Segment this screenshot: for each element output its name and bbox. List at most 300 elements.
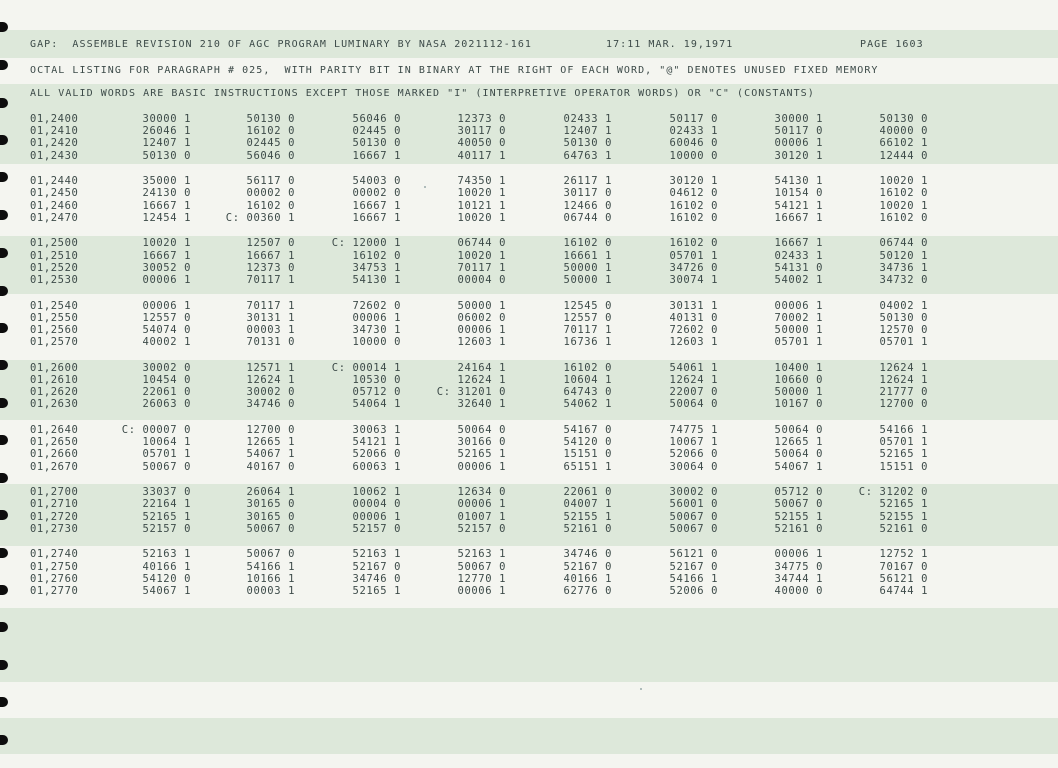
row-address: 01,2710 bbox=[30, 498, 79, 510]
octal-word: 52066 0 bbox=[352, 448, 401, 460]
octal-word: 62776 0 bbox=[563, 585, 612, 597]
octal-word: 50130 0 bbox=[142, 150, 191, 162]
octal-word: 52163 1 bbox=[142, 548, 191, 560]
octal-word: 56121 0 bbox=[879, 573, 928, 585]
feed-hole bbox=[0, 510, 8, 520]
octal-word: 00004 0 bbox=[352, 498, 401, 510]
octal-word: 50000 1 bbox=[774, 324, 823, 336]
octal-word: 60046 0 bbox=[669, 137, 718, 149]
feed-hole bbox=[0, 60, 8, 70]
paper-speck bbox=[424, 186, 426, 188]
octal-word: 65151 1 bbox=[563, 461, 612, 473]
octal-word: 16667 1 bbox=[352, 150, 401, 162]
octal-word: 00006 1 bbox=[142, 274, 191, 286]
octal-word: 56046 0 bbox=[352, 113, 401, 125]
octal-word: 34726 0 bbox=[669, 262, 718, 274]
row-address: 01,2410 bbox=[30, 125, 79, 137]
octal-word: 54064 1 bbox=[352, 398, 401, 410]
octal-word: 56117 0 bbox=[246, 175, 295, 187]
octal-word: 70002 1 bbox=[774, 312, 823, 324]
octal-word: 05701 1 bbox=[879, 436, 928, 448]
octal-word: 06744 0 bbox=[457, 237, 506, 249]
feed-hole bbox=[0, 360, 8, 370]
row-address: 01,2460 bbox=[30, 200, 79, 212]
octal-word: 50067 0 bbox=[774, 498, 823, 510]
octal-word: 54166 1 bbox=[669, 573, 718, 585]
octal-word: 00006 1 bbox=[774, 300, 823, 312]
page-number: PAGE 1603 bbox=[860, 39, 924, 50]
octal-word: 54062 1 bbox=[563, 398, 612, 410]
octal-word: 52165 1 bbox=[457, 448, 506, 460]
octal-word: 15151 0 bbox=[879, 461, 928, 473]
tractor-feed-holes bbox=[0, 0, 14, 768]
constant-word: C: 12000 1 bbox=[331, 237, 401, 249]
octal-word: 02445 0 bbox=[246, 137, 295, 149]
octal-word: 50130 0 bbox=[563, 137, 612, 149]
octal-word: 30120 1 bbox=[774, 150, 823, 162]
octal-word: 00006 1 bbox=[352, 511, 401, 523]
octal-word: 52157 0 bbox=[352, 523, 401, 535]
octal-word: 12624 1 bbox=[669, 374, 718, 386]
octal-word: 12545 0 bbox=[563, 300, 612, 312]
octal-word: 50064 0 bbox=[669, 398, 718, 410]
octal-word: 12665 1 bbox=[774, 436, 823, 448]
octal-word: 50130 0 bbox=[246, 113, 295, 125]
octal-word: 52165 1 bbox=[142, 511, 191, 523]
row-address: 01,2640 bbox=[30, 424, 79, 436]
octal-word: 16102 0 bbox=[879, 187, 928, 199]
octal-word: 54061 1 bbox=[669, 362, 718, 374]
octal-word: 00006 1 bbox=[457, 498, 506, 510]
octal-word: 30000 1 bbox=[142, 113, 191, 125]
feed-hole bbox=[0, 398, 8, 408]
octal-word: 22061 0 bbox=[142, 386, 191, 398]
constant-word: C: 00014 1 bbox=[331, 362, 401, 374]
octal-word: 05701 1 bbox=[669, 250, 718, 262]
octal-word: 12373 0 bbox=[457, 113, 506, 125]
octal-word: 34746 0 bbox=[563, 548, 612, 560]
octal-word: 10121 1 bbox=[457, 200, 506, 212]
octal-word: 52165 1 bbox=[879, 448, 928, 460]
octal-word: 54067 1 bbox=[246, 448, 295, 460]
octal-word: 12624 1 bbox=[457, 374, 506, 386]
octal-word: 54130 1 bbox=[774, 175, 823, 187]
octal-word: 02445 0 bbox=[352, 125, 401, 137]
octal-word: 72602 0 bbox=[669, 324, 718, 336]
octal-word: 35000 1 bbox=[142, 175, 191, 187]
octal-word: 32640 1 bbox=[457, 398, 506, 410]
octal-word: 15151 0 bbox=[563, 448, 612, 460]
octal-word: 10020 1 bbox=[457, 187, 506, 199]
octal-word: 05701 1 bbox=[879, 336, 928, 348]
octal-word: 01007 1 bbox=[457, 511, 506, 523]
octal-word: 12373 0 bbox=[246, 262, 295, 274]
octal-word: 50067 0 bbox=[457, 561, 506, 573]
octal-word: 30000 1 bbox=[774, 113, 823, 125]
octal-word: 12557 0 bbox=[563, 312, 612, 324]
row-address: 01,2440 bbox=[30, 175, 79, 187]
octal-word: 12466 0 bbox=[563, 200, 612, 212]
octal-word: 72602 0 bbox=[352, 300, 401, 312]
octal-word: 12570 0 bbox=[879, 324, 928, 336]
row-address: 01,2720 bbox=[30, 511, 79, 523]
octal-word: 21777 0 bbox=[879, 386, 928, 398]
octal-word: 12700 0 bbox=[879, 398, 928, 410]
octal-word: 06744 0 bbox=[879, 237, 928, 249]
octal-word: 54067 1 bbox=[774, 461, 823, 473]
octal-word: 22164 1 bbox=[142, 498, 191, 510]
octal-word: 00002 0 bbox=[352, 187, 401, 199]
octal-word: 10154 0 bbox=[774, 187, 823, 199]
octal-word: 50000 1 bbox=[457, 300, 506, 312]
octal-word: 12752 1 bbox=[879, 548, 928, 560]
paper-speck bbox=[640, 688, 642, 690]
octal-word: 12624 1 bbox=[246, 374, 295, 386]
octal-word: 30064 0 bbox=[669, 461, 718, 473]
row-address: 01,2430 bbox=[30, 150, 79, 162]
octal-word: 74775 1 bbox=[669, 424, 718, 436]
octal-word: 05701 1 bbox=[774, 336, 823, 348]
octal-word: 12444 0 bbox=[879, 150, 928, 162]
octal-word: 16102 0 bbox=[246, 125, 295, 137]
octal-word: 52157 0 bbox=[457, 523, 506, 535]
octal-word: 52165 1 bbox=[352, 585, 401, 597]
octal-word: 12634 0 bbox=[457, 486, 506, 498]
octal-word: 54003 0 bbox=[352, 175, 401, 187]
octal-word: 04612 0 bbox=[669, 187, 718, 199]
octal-word: 10020 1 bbox=[142, 237, 191, 249]
octal-word: 10064 1 bbox=[142, 436, 191, 448]
octal-word: 10454 0 bbox=[142, 374, 191, 386]
octal-word: 10062 1 bbox=[352, 486, 401, 498]
octal-word: 52167 0 bbox=[352, 561, 401, 573]
row-address: 01,2660 bbox=[30, 448, 79, 460]
octal-word: 52167 0 bbox=[669, 561, 718, 573]
octal-word: 16102 0 bbox=[563, 362, 612, 374]
constant-word: C: 31201 0 bbox=[436, 386, 506, 398]
row-address: 01,2730 bbox=[30, 523, 79, 535]
octal-word: 40000 0 bbox=[774, 585, 823, 597]
octal-word: 16667 1 bbox=[246, 250, 295, 262]
octal-word: 34732 0 bbox=[879, 274, 928, 286]
octal-word: 52006 0 bbox=[669, 585, 718, 597]
octal-word: 16667 1 bbox=[142, 250, 191, 262]
octal-word: 52157 0 bbox=[142, 523, 191, 535]
octal-word: 52155 1 bbox=[879, 511, 928, 523]
octal-word: 52165 1 bbox=[879, 498, 928, 510]
octal-word: 16102 0 bbox=[669, 237, 718, 249]
octal-word: 54120 0 bbox=[563, 436, 612, 448]
octal-word: 40131 0 bbox=[669, 312, 718, 324]
feed-hole bbox=[0, 323, 8, 333]
octal-word: 50067 0 bbox=[142, 461, 191, 473]
row-address: 01,2400 bbox=[30, 113, 79, 125]
feed-hole bbox=[0, 735, 8, 745]
octal-word: 34744 1 bbox=[774, 573, 823, 585]
octal-word: 30131 1 bbox=[246, 312, 295, 324]
octal-word: 16661 1 bbox=[563, 250, 612, 262]
feed-hole bbox=[0, 697, 8, 707]
feed-hole bbox=[0, 622, 8, 632]
feed-hole bbox=[0, 435, 8, 445]
octal-word: 16102 0 bbox=[669, 212, 718, 224]
row-address: 01,2520 bbox=[30, 262, 79, 274]
row-address: 01,2550 bbox=[30, 312, 79, 324]
octal-word: 00002 0 bbox=[246, 187, 295, 199]
octal-word: 00006 1 bbox=[457, 585, 506, 597]
listing-description: OCTAL LISTING FOR PARAGRAPH # 025, WITH PARITY BIT IN BINARY AT THE RIGHT OF EACH WORD, "@" DENOTES UNUSED FIXED MEMORY bbox=[30, 65, 879, 76]
octal-word: 30165 0 bbox=[246, 511, 295, 523]
octal-word: 34746 0 bbox=[246, 398, 295, 410]
octal-word: 06002 0 bbox=[457, 312, 506, 324]
octal-word: 54166 1 bbox=[879, 424, 928, 436]
octal-word: 30117 0 bbox=[457, 125, 506, 137]
octal-word: 54074 0 bbox=[142, 324, 191, 336]
octal-word: 12407 1 bbox=[142, 137, 191, 149]
octal-word: 30063 1 bbox=[352, 424, 401, 436]
octal-word: 54166 1 bbox=[246, 561, 295, 573]
octal-word: 52163 1 bbox=[457, 548, 506, 560]
octal-word: 30002 0 bbox=[246, 386, 295, 398]
octal-word: 54167 0 bbox=[563, 424, 612, 436]
octal-word: 30074 1 bbox=[669, 274, 718, 286]
octal-word: 64744 1 bbox=[879, 585, 928, 597]
octal-word: 34730 1 bbox=[352, 324, 401, 336]
octal-word: 52167 0 bbox=[563, 561, 612, 573]
octal-word: 12557 0 bbox=[142, 312, 191, 324]
octal-word: 05701 1 bbox=[142, 448, 191, 460]
octal-word: 00006 1 bbox=[774, 137, 823, 149]
row-address: 01,2570 bbox=[30, 336, 79, 348]
octal-word: 40000 0 bbox=[879, 125, 928, 137]
feed-hole bbox=[0, 248, 8, 258]
octal-word: 34746 0 bbox=[352, 573, 401, 585]
octal-word: 54120 0 bbox=[142, 573, 191, 585]
octal-word: 16102 0 bbox=[879, 212, 928, 224]
octal-word: 10167 0 bbox=[774, 398, 823, 410]
octal-word: 12770 1 bbox=[457, 573, 506, 585]
octal-word: 12507 0 bbox=[246, 237, 295, 249]
octal-word: 70131 0 bbox=[246, 336, 295, 348]
octal-word: 16102 0 bbox=[352, 250, 401, 262]
octal-word: 12665 1 bbox=[246, 436, 295, 448]
octal-word: 24130 0 bbox=[142, 187, 191, 199]
octal-word: 12603 1 bbox=[669, 336, 718, 348]
octal-word: 52066 0 bbox=[669, 448, 718, 460]
row-address: 01,2650 bbox=[30, 436, 79, 448]
row-address: 01,2600 bbox=[30, 362, 79, 374]
octal-word: 50067 0 bbox=[246, 548, 295, 560]
octal-word: 52161 0 bbox=[774, 523, 823, 535]
feed-hole bbox=[0, 210, 8, 220]
octal-word: 52161 0 bbox=[563, 523, 612, 535]
paper-band bbox=[0, 608, 1058, 644]
row-address: 01,2420 bbox=[30, 137, 79, 149]
row-address: 01,2510 bbox=[30, 250, 79, 262]
paper-band bbox=[0, 718, 1058, 754]
octal-word: 50067 0 bbox=[669, 511, 718, 523]
octal-word: 22061 0 bbox=[563, 486, 612, 498]
row-address: 01,2470 bbox=[30, 212, 79, 224]
octal-word: 50120 1 bbox=[879, 250, 928, 262]
octal-word: 04002 1 bbox=[879, 300, 928, 312]
octal-word: 06744 0 bbox=[563, 212, 612, 224]
octal-word: 30052 0 bbox=[142, 262, 191, 274]
row-address: 01,2760 bbox=[30, 573, 79, 585]
octal-word: 40117 1 bbox=[457, 150, 506, 162]
octal-word: 54130 1 bbox=[352, 274, 401, 286]
octal-word: 10020 1 bbox=[457, 250, 506, 262]
octal-word: 16667 1 bbox=[352, 212, 401, 224]
octal-word: 12603 1 bbox=[457, 336, 506, 348]
octal-word: 56046 0 bbox=[246, 150, 295, 162]
row-address: 01,2530 bbox=[30, 274, 79, 286]
octal-word: 16102 0 bbox=[563, 237, 612, 249]
octal-word: 50117 0 bbox=[669, 113, 718, 125]
octal-word: 52155 1 bbox=[563, 511, 612, 523]
octal-word: 50000 1 bbox=[563, 274, 612, 286]
row-address: 01,2450 bbox=[30, 187, 79, 199]
octal-word: 50130 0 bbox=[352, 137, 401, 149]
feed-hole bbox=[0, 548, 8, 558]
octal-word: 05712 0 bbox=[774, 486, 823, 498]
octal-word: 16102 0 bbox=[246, 200, 295, 212]
octal-word: 40002 1 bbox=[142, 336, 191, 348]
octal-word: 00003 1 bbox=[246, 324, 295, 336]
octal-word: 56001 0 bbox=[669, 498, 718, 510]
feed-hole bbox=[0, 660, 8, 670]
octal-word: 02433 1 bbox=[669, 125, 718, 137]
row-address: 01,2560 bbox=[30, 324, 79, 336]
octal-word: 34736 1 bbox=[879, 262, 928, 274]
octal-word: 50117 0 bbox=[774, 125, 823, 137]
octal-word: 24164 1 bbox=[457, 362, 506, 374]
row-address: 01,2610 bbox=[30, 374, 79, 386]
octal-word: 12571 1 bbox=[246, 362, 295, 374]
feed-hole bbox=[0, 585, 8, 595]
octal-word: 16667 1 bbox=[352, 200, 401, 212]
row-address: 01,2740 bbox=[30, 548, 79, 560]
row-address: 01,2630 bbox=[30, 398, 79, 410]
octal-word: 52155 1 bbox=[774, 511, 823, 523]
octal-word: 10530 0 bbox=[352, 374, 401, 386]
row-address: 01,2670 bbox=[30, 461, 79, 473]
octal-word: 50067 0 bbox=[669, 523, 718, 535]
octal-word: 10166 1 bbox=[246, 573, 295, 585]
octal-word: 02433 1 bbox=[774, 250, 823, 262]
octal-word: 70117 1 bbox=[246, 300, 295, 312]
feed-hole bbox=[0, 98, 8, 108]
octal-word: 04007 1 bbox=[563, 498, 612, 510]
header-line-3 bbox=[30, 88, 930, 110]
header-line-2 bbox=[30, 65, 930, 87]
octal-word: 12454 1 bbox=[142, 212, 191, 224]
octal-word: 50130 0 bbox=[879, 113, 928, 125]
octal-word: 50000 1 bbox=[563, 262, 612, 274]
octal-word: 02433 1 bbox=[563, 113, 612, 125]
octal-word: 10660 0 bbox=[774, 374, 823, 386]
octal-word: 00004 0 bbox=[457, 274, 506, 286]
octal-word: 50130 0 bbox=[879, 312, 928, 324]
row-address: 01,2620 bbox=[30, 386, 79, 398]
octal-word: 16667 1 bbox=[774, 212, 823, 224]
feed-hole bbox=[0, 286, 8, 296]
octal-word: 54131 0 bbox=[774, 262, 823, 274]
octal-word: 54002 1 bbox=[774, 274, 823, 286]
valid-words-note: ALL VALID WORDS ARE BASIC INSTRUCTIONS EXCEPT THOSE MARKED "I" (INTERPRETIVE OPERATOR WORDS) OR "C" (CONSTANTS) bbox=[30, 88, 815, 99]
octal-word: 54121 1 bbox=[774, 200, 823, 212]
octal-word: 56121 0 bbox=[669, 548, 718, 560]
octal-word: 52163 1 bbox=[352, 548, 401, 560]
octal-word: 60063 1 bbox=[352, 461, 401, 473]
octal-word: 16736 1 bbox=[563, 336, 612, 348]
octal-word: 50000 1 bbox=[774, 386, 823, 398]
feed-hole bbox=[0, 473, 8, 483]
octal-word: 70117 1 bbox=[246, 274, 295, 286]
octal-word: 10020 1 bbox=[879, 175, 928, 187]
octal-word: 70117 1 bbox=[563, 324, 612, 336]
octal-word: 05712 0 bbox=[352, 386, 401, 398]
octal-word: 12624 1 bbox=[879, 362, 928, 374]
octal-word: 10020 1 bbox=[457, 212, 506, 224]
octal-word: 26063 0 bbox=[142, 398, 191, 410]
octal-word: 30002 0 bbox=[142, 362, 191, 374]
octal-word: 12407 1 bbox=[563, 125, 612, 137]
octal-word: 10000 0 bbox=[669, 150, 718, 162]
constant-word: C: 00007 0 bbox=[121, 424, 191, 436]
timestamp: 17:11 MAR. 19,1971 bbox=[606, 39, 734, 50]
octal-word: 00006 1 bbox=[457, 461, 506, 473]
octal-word: 64763 1 bbox=[563, 150, 612, 162]
octal-word: 16102 0 bbox=[669, 200, 718, 212]
octal-word: 00006 1 bbox=[457, 324, 506, 336]
feed-hole bbox=[0, 135, 8, 145]
octal-word: 16667 1 bbox=[774, 237, 823, 249]
octal-word: 34775 0 bbox=[774, 561, 823, 573]
octal-word: 10400 1 bbox=[774, 362, 823, 374]
octal-word: 54067 1 bbox=[142, 585, 191, 597]
row-address: 01,2540 bbox=[30, 300, 79, 312]
octal-word: 00003 1 bbox=[246, 585, 295, 597]
octal-word: 12700 0 bbox=[246, 424, 295, 436]
octal-word: 26117 1 bbox=[563, 175, 612, 187]
octal-word: 30120 1 bbox=[669, 175, 718, 187]
octal-word: 26046 1 bbox=[142, 125, 191, 137]
row-address: 01,2750 bbox=[30, 561, 79, 573]
constant-word: C: 31202 0 bbox=[858, 486, 928, 498]
octal-word: 22007 0 bbox=[669, 386, 718, 398]
octal-word: 40050 0 bbox=[457, 137, 506, 149]
octal-word: 30166 0 bbox=[457, 436, 506, 448]
octal-word: 40166 1 bbox=[142, 561, 191, 573]
octal-word: 74350 1 bbox=[457, 175, 506, 187]
octal-word: 00006 1 bbox=[352, 312, 401, 324]
octal-word: 50064 0 bbox=[774, 448, 823, 460]
feed-hole bbox=[0, 22, 8, 32]
octal-word: 66102 1 bbox=[879, 137, 928, 149]
octal-word: 00006 1 bbox=[774, 548, 823, 560]
octal-word: 34753 1 bbox=[352, 262, 401, 274]
octal-word: 40167 0 bbox=[246, 461, 295, 473]
octal-word: 70167 0 bbox=[879, 561, 928, 573]
octal-word: 10604 1 bbox=[563, 374, 612, 386]
row-address: 01,2770 bbox=[30, 585, 79, 597]
octal-word: 10020 1 bbox=[879, 200, 928, 212]
octal-word: 30165 0 bbox=[246, 498, 295, 510]
octal-word: 50064 0 bbox=[457, 424, 506, 436]
octal-word: 30131 1 bbox=[669, 300, 718, 312]
octal-word: 70117 1 bbox=[457, 262, 506, 274]
